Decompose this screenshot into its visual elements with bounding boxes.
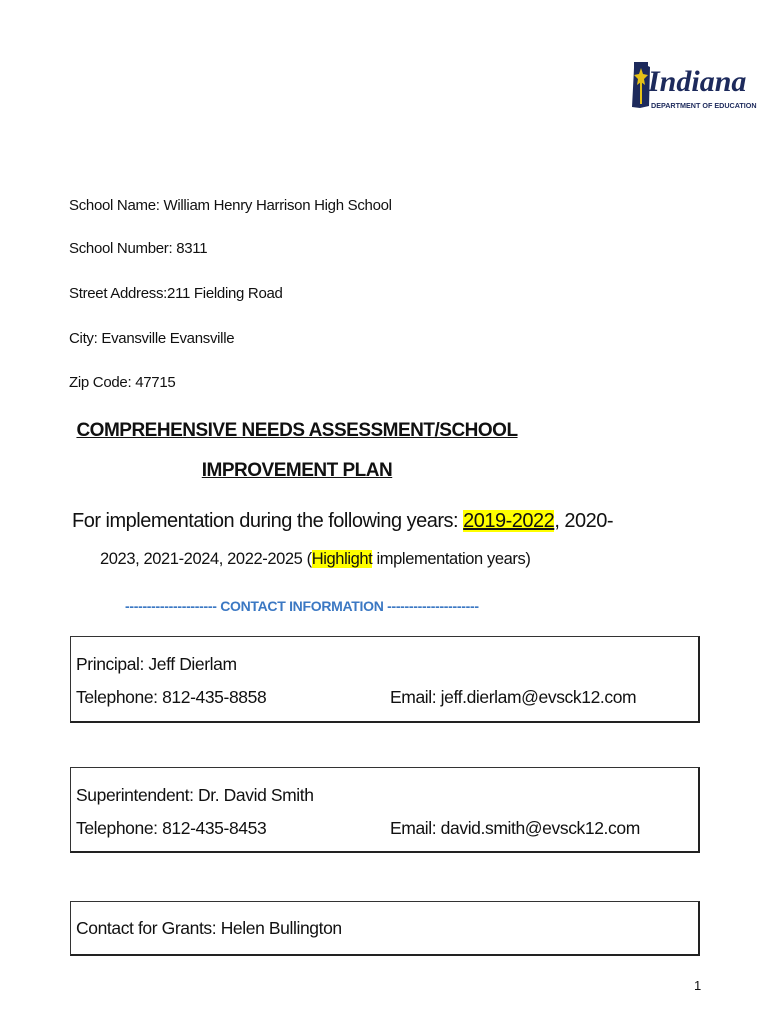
implementation-line1 bbox=[72, 510, 613, 533]
superintendent-contact-box bbox=[70, 767, 700, 853]
city: City: Evansville Evansville bbox=[69, 330, 235, 347]
principal-contact-box bbox=[70, 636, 700, 723]
superintendent-name: Superintendent: Dr. David Smith bbox=[76, 785, 314, 805]
principal-name: Principal: Jeff Dierlam bbox=[76, 654, 237, 674]
contact-information-header: --------------------- CONTACT INFORMATION --------------------- bbox=[125, 598, 479, 614]
principal-telephone: Telephone: 812-435-8858 bbox=[76, 687, 267, 707]
indiana-state-icon bbox=[628, 58, 757, 114]
principal-email: Email: jeff.dierlam@evsck12.com bbox=[390, 687, 637, 707]
svg-text:DEPARTMENT OF EDUCATION: DEPARTMENT OF EDUCATION bbox=[651, 101, 757, 110]
street-address: Street Address:211 Fielding Road bbox=[69, 285, 283, 302]
zip-code: Zip Code: 47715 bbox=[69, 374, 176, 391]
grants-contact: Contact for Grants: Helen Bullington bbox=[76, 918, 342, 938]
highlight-word: Highlight bbox=[311, 550, 373, 568]
indiana-doe-logo bbox=[628, 58, 757, 114]
implementation-line2-prefix: 2023, 2021-2024, 2022-2025 ( bbox=[100, 550, 312, 568]
implementation-prefix: For implementation during the following years: bbox=[72, 510, 464, 532]
school-name: School Name: William Henry Harrison High School bbox=[69, 197, 392, 214]
implementation-line2-suffix: implementation years) bbox=[372, 550, 531, 568]
implementation-line2 bbox=[100, 550, 530, 569]
svg-text:Indiana: Indiana bbox=[648, 65, 747, 98]
document-title-line2: IMPROVEMENT PLAN bbox=[201, 460, 393, 481]
highlighted-years: 2019-2022 bbox=[463, 510, 555, 532]
page-number: 1 bbox=[694, 978, 702, 993]
superintendent-email: Email: david.smith@evsck12.com bbox=[390, 818, 640, 838]
document-title-line1: COMPREHENSIVE NEEDS ASSESSMENT/SCHOOL bbox=[76, 420, 518, 441]
superintendent-telephone: Telephone: 812-435-8453 bbox=[76, 818, 267, 838]
grants-contact-box bbox=[70, 901, 700, 956]
school-number: School Number: 8311 bbox=[69, 240, 208, 257]
implementation-rest: , 2020- bbox=[554, 510, 614, 532]
